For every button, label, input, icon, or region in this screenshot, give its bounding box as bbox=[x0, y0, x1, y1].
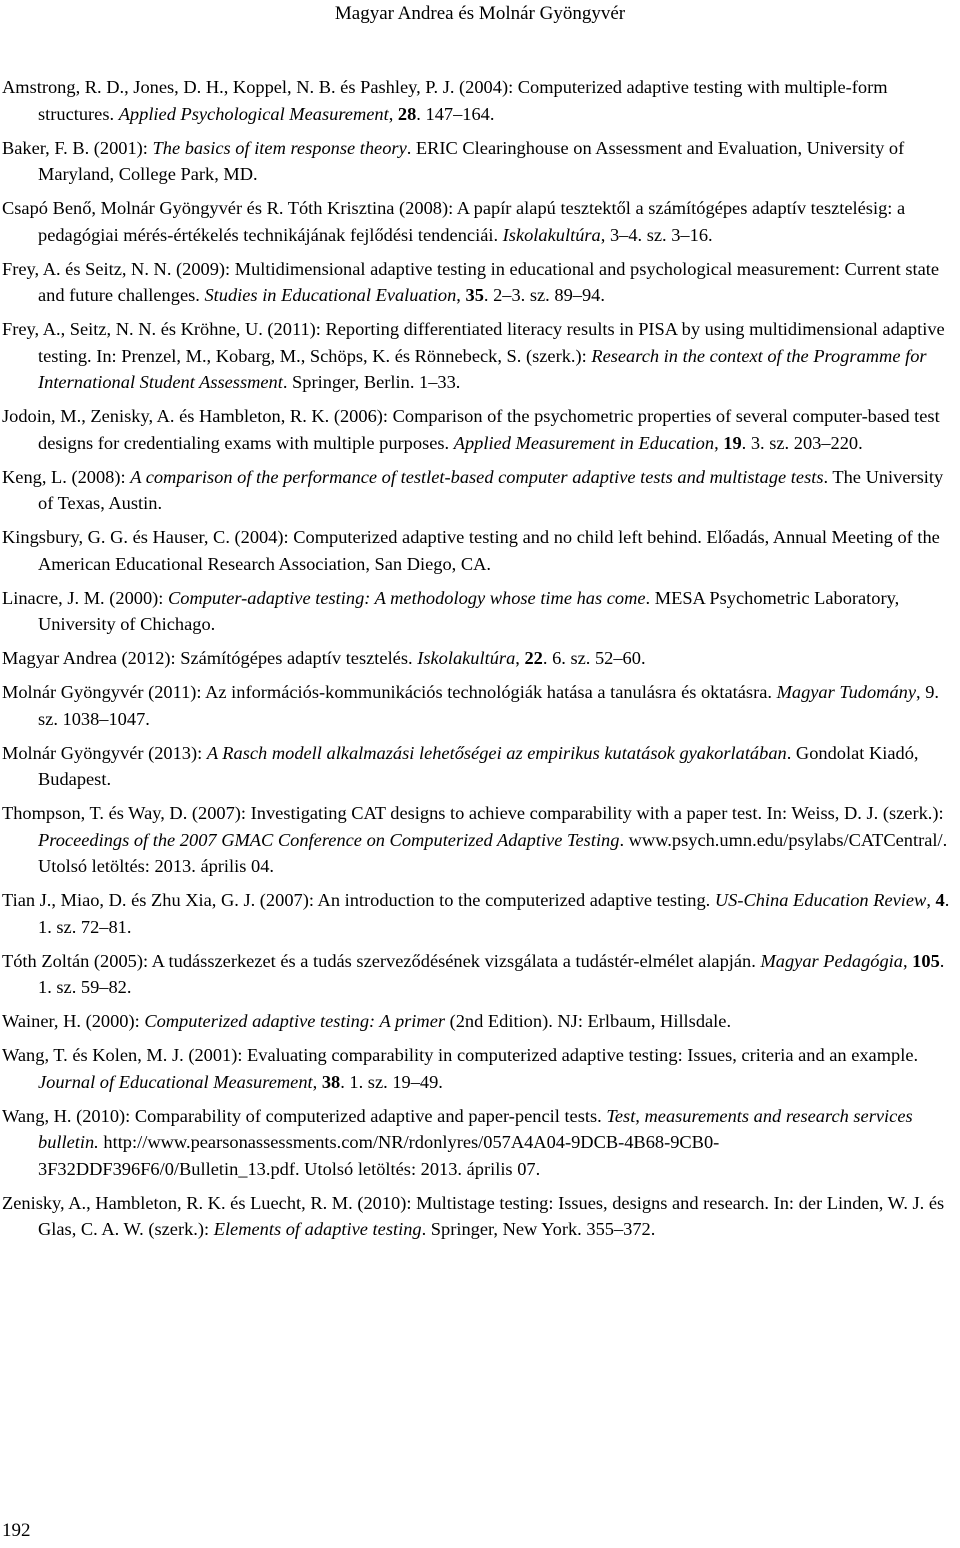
reference-volume-bold: 22 bbox=[524, 648, 543, 668]
reference-text: Frey, A., Seitz, N. N. és Kröhne, U. (2011): Reporting differentiated literacy results in PISA by using multidimensional adaptive testing. In: Prenzel, M., Kobarg, M., Schöps, K. és Rönnebeck, S. (szerk.): bbox=[2, 319, 945, 366]
reference-text: , 3–4. sz. 3–16. bbox=[600, 224, 713, 245]
reference-text: , bbox=[926, 890, 936, 910]
reference-text: Zenisky, A., Hambleton, R. K. és Luecht, R. M. (2010): Multistage testing: Issues, designs and research. In: der Linden, W. J. és Glas, C. A. W. (szerk.): bbox=[2, 1192, 945, 1239]
reference-text: Kingsbury, G. G. és Hauser, C. (2004): Computerized adaptive testing and no child left behind. Előadás, Annual Meeting of the American Educational Research Association, San Diego, CA. bbox=[2, 527, 940, 574]
reference-text: . 6. sz. 52–60. bbox=[542, 648, 646, 668]
reference-item bbox=[2, 403, 954, 456]
reference-text: Wainer, H. (2000): bbox=[2, 1011, 145, 1031]
reference-text: Tóth Zoltán (2005): A tudásszerkezet és a tudás szerveződésének vizsgálata a tudástér-elmélet alapján. bbox=[2, 950, 761, 971]
reference-text: , bbox=[902, 950, 913, 971]
reference-item bbox=[2, 195, 954, 248]
reference-text: , bbox=[714, 432, 724, 453]
reference-text: . Springer, New York. 355–372. bbox=[421, 1219, 656, 1239]
reference-list bbox=[2, 74, 954, 1250]
reference-volume-bold: 19 bbox=[723, 432, 742, 453]
reference-title-italic: Test, measurements and research services bulletin. bbox=[38, 1105, 913, 1152]
reference-title-italic: Proceedings of the 2007 GMAC Conference on Computerized Adaptive Testing bbox=[38, 829, 620, 850]
reference-text: Jodoin, M., Zenisky, A. és Hambleton, R. K. (2006): Comparison of the psychometric properties of several computer-based test designs for credentialing exams with multiple purposes. bbox=[2, 406, 940, 453]
reference-title-italic: Research in the context of the Programme for International Student Assessment bbox=[38, 345, 927, 392]
reference-title-italic: Applied Measurement in Education bbox=[453, 432, 715, 453]
reference-text: Wang, T. és Kolen, M. J. (2001): Evaluating comparability in computerized adaptive testing: Issues, criteria and an example. bbox=[2, 1045, 919, 1065]
reference-text: , 9. sz. 1038–1047. bbox=[38, 682, 940, 729]
reference-item bbox=[2, 1008, 954, 1035]
reference-text: (2nd Edition). NJ: Erlbaum, Hillsdale. bbox=[445, 1011, 732, 1031]
reference-item bbox=[2, 74, 954, 127]
reference-title-italic: Magyar Tudomány bbox=[776, 682, 917, 702]
reference-text: Keng, L. (2008): bbox=[2, 466, 131, 487]
reference-item bbox=[2, 1190, 954, 1243]
reference-item bbox=[2, 135, 954, 188]
reference-text: . Springer, Berlin. 1–33. bbox=[282, 372, 461, 392]
reference-text: , bbox=[388, 103, 398, 124]
reference-item bbox=[2, 524, 954, 577]
reference-title-italic: Applied Psychological Measurement bbox=[118, 103, 389, 124]
reference-item bbox=[2, 256, 954, 309]
reference-volume-bold: 35 bbox=[465, 285, 484, 305]
reference-text: . Gondolat Kiadó, Budapest. bbox=[38, 742, 919, 789]
reference-text: . 1. sz. 72–81. bbox=[38, 890, 950, 937]
reference-text: Linacre, J. M. (2000): bbox=[2, 587, 168, 608]
reference-volume-bold: 38 bbox=[321, 1071, 341, 1092]
reference-text: . ERIC Clearinghouse on Assessment and Evaluation, University of Maryland, College Park, MD. bbox=[38, 137, 905, 184]
reference-text: . MESA Psychometric Laboratory, University of Chichago. bbox=[38, 587, 900, 634]
reference-title-italic: Journal of Educational Measurement bbox=[38, 1071, 313, 1092]
reference-text: Amstrong, R. D., Jones, D. H., Koppel, N. B. és Pashley, P. J. (2004): Computerized adaptive testing with multiple-form structures. bbox=[2, 77, 888, 124]
reference-title-italic: Computer-adaptive testing: A methodology whose time has come bbox=[167, 587, 646, 608]
reference-item bbox=[2, 800, 954, 880]
reference-volume-bold: 28 bbox=[397, 103, 417, 124]
running-head: Magyar Andrea és Molnár Gyöngyvér bbox=[334, 3, 626, 24]
reference-volume-bold: 4 bbox=[935, 890, 945, 910]
reference-title-italic: Magyar Pedagógia bbox=[760, 950, 903, 971]
reference-title-italic: Iskolakultúra bbox=[502, 224, 601, 245]
reference-text: Thompson, T. és Way, D. (2007): Investigating CAT designs to achieve comparability with a paper test. In: Weiss, D. J. (szerk.): bbox=[2, 803, 944, 823]
reference-text: Baker, F. B. (2001): bbox=[2, 137, 153, 158]
reference-item bbox=[2, 679, 954, 732]
reference-text: Molnár Gyöngyvér (2013): bbox=[2, 742, 207, 763]
reference-text: Tian J., Miao, D. és Zhu Xia, G. J. (2007): An introduction to the computerized adaptive testing. bbox=[2, 890, 715, 910]
reference-item bbox=[2, 948, 954, 1001]
reference-title-italic: A Rasch modell alkalmazási lehetőségei az empirikus kutatások gyakorlatában bbox=[206, 742, 787, 763]
reference-text: . www.psych.umn.edu/psylabs/CATCentral/. Utolsó letöltés: 2013. április 04. bbox=[38, 829, 948, 876]
reference-title-italic: Elements of adaptive testing bbox=[213, 1219, 422, 1239]
reference-item bbox=[2, 1042, 954, 1095]
reference-title-italic: Iskolakultúra bbox=[417, 648, 516, 668]
reference-text: . The University of Texas, Austin. bbox=[38, 466, 944, 513]
reference-text: . 3. sz. 203–220. bbox=[741, 432, 863, 453]
reference-item bbox=[2, 1103, 954, 1183]
reference-item bbox=[2, 316, 954, 396]
reference-text: , bbox=[515, 648, 525, 668]
reference-text: Molnár Gyöngyvér (2011): Az információs-kommunikációs technológiák hatása a tanulásra és oktatásra. bbox=[2, 682, 777, 702]
reference-text: , bbox=[456, 285, 466, 305]
reference-title-italic: The basics of item response theory bbox=[152, 137, 407, 158]
reference-volume-bold: 105 bbox=[912, 950, 940, 971]
reference-title-italic: US-China Education Review bbox=[714, 890, 927, 910]
reference-item bbox=[2, 585, 954, 638]
reference-text: , bbox=[312, 1071, 322, 1092]
page-number: 192 bbox=[2, 1520, 31, 1541]
reference-text: Csapó Benő, Molnár Gyöngyvér és R. Tóth Krisztina (2008): A papír alapú tesztektől a számítógépes adaptív tesztelésig: a pedagógiai mérés-értékelés technikájának fejlődési tendenciái. bbox=[2, 198, 906, 245]
reference-text: Magyar Andrea (2012): Számítógépes adaptív tesztelés. bbox=[2, 648, 418, 668]
reference-text: . 147–164. bbox=[416, 103, 495, 124]
reference-text: Frey, A. és Seitz, N. N. (2009): Multidimensional adaptive testing in educational and psychological measurement: Current state and future challenges. bbox=[2, 258, 940, 305]
reference-title-italic: A comparison of the performance of testlet-based computer adaptive tests and multistage tests bbox=[130, 466, 824, 487]
reference-item bbox=[2, 464, 954, 517]
reference-text: . 1. sz. 19–49. bbox=[340, 1071, 443, 1092]
reference-text: http://www.pearsonassessments.com/NR/rdonlyres/057A4A04-9DCB-4B68-9CB0-3F32DDF396F6/0/Bulletin_13.pdf. Utolsó letöltés: 2013. április 07. bbox=[38, 1132, 720, 1179]
reference-title-italic: Computerized adaptive testing: A primer bbox=[144, 1011, 446, 1031]
reference-title-italic: Studies in Educational Evaluation bbox=[204, 285, 457, 305]
reference-item bbox=[2, 645, 954, 672]
reference-item bbox=[2, 887, 954, 940]
reference-text: . 2–3. sz. 89–94. bbox=[483, 285, 605, 305]
reference-item bbox=[2, 740, 954, 793]
reference-text: . 1. sz. 59–82. bbox=[38, 950, 945, 997]
reference-text: Wang, H. (2010): Comparability of computerized adaptive and paper-pencil tests. bbox=[2, 1105, 607, 1126]
